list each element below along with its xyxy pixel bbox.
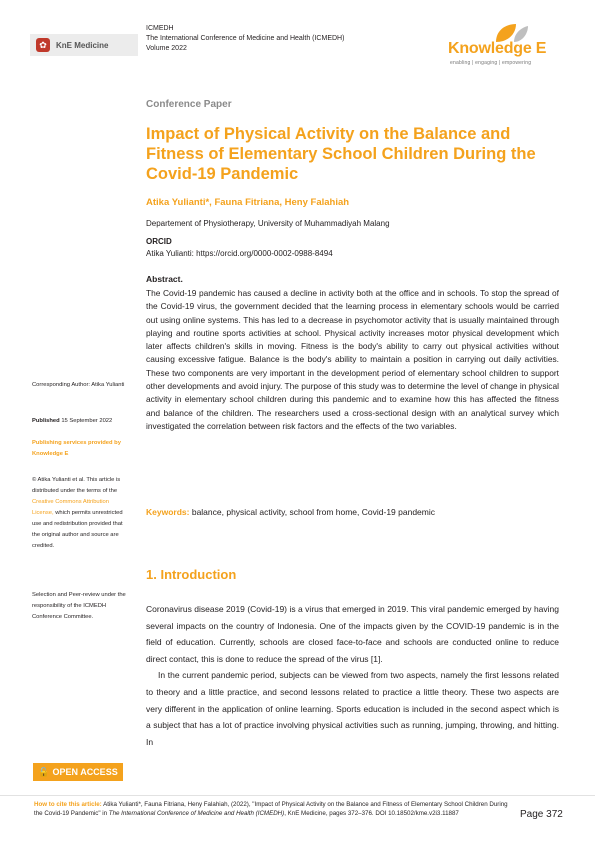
- affiliation: Departement of Physiotherapy, University of Muhammadiyah Malang: [146, 219, 390, 228]
- authors: Atika Yulianti*, Fauna Fitriana, Heny Falahiah: [146, 197, 350, 208]
- keywords: [146, 507, 566, 517]
- published-info: [32, 416, 132, 427]
- peer-review-note: Selection and Peer-review under the responsibility of the ICMEDH Conference Committee.: [32, 592, 126, 620]
- kne-medicine-badge[interactable]: [30, 34, 138, 56]
- paper-title: Impact of Physical Activity on the Balance and Fitness of Elementary School Children During the Covid-19 Pandemic: [146, 125, 536, 183]
- volume: Volume 2022: [146, 45, 187, 52]
- page-number: Page 372: [520, 809, 563, 820]
- license-text: [32, 475, 132, 552]
- open-access-label: OPEN ACCESS: [52, 767, 118, 777]
- citation-part-b: , KnE Medicine, pages 372–376. DOI 10.18502/kme.v2i3.11887: [284, 810, 459, 817]
- abstract-text: The Covid-19 pandemic has caused a decline in activity both at the office and in schools. To stop the spread of the Covid-19 virus, the government decided that the learning process in elementary schools would be carried out using online systems. This has led to a decrease in psychomotor activity that is usually maintained through playing and routine sports activities at school. Physical activity increases motor physical development which later affects children's skills in moving. Fitness is the body's ability to carry out physical activities without causing excessive fatigue. Balance is the body's ability to maintain a position in carrying out daily activities. These two components are very important in the development period of elementary school children to support other developments and avoid injury. The purpose of this study was to determine the level of change in physical activity in elementary school children during this pandemic and to examine how this has affected the fitness and balance of the children. The researchers used a cross-sectional design with an analytical survey which investigated the correlation between risk factors and the effects of the two variables.: [146, 288, 559, 431]
- abstract-heading: Abstract.: [146, 274, 183, 284]
- published-label: Published: [32, 418, 60, 424]
- brand-name: Knowledge E: [448, 40, 547, 57]
- brand-tagline: enabling | engaging | empowering: [450, 60, 532, 66]
- citation-journal: The International Conference of Medicine and Health (ICMEDH): [108, 810, 285, 817]
- keywords-label: Keywords:: [146, 507, 190, 517]
- knowledge-e-logo[interactable]: [448, 22, 576, 70]
- citation-footer: [34, 800, 514, 818]
- license-link[interactable]: Creative Commons Attribution License,: [32, 499, 110, 516]
- conference-short: ICMEDH: [146, 25, 174, 32]
- section-heading-introduction: 1. Introduction: [146, 567, 237, 582]
- intro-paragraph-2: In the current pandemic period, subjects can be viewed from two aspects, namely the first lessons related to theory and a little practice, and second lessons related to practice a little theory. These two aspects are very different in the application of online learning. Sports education is included in the second aspect which is a subject that has a lot of practice involving physical activities such as running, jumping, throwing, and hitting. In: [146, 670, 559, 747]
- kne-logo-icon: ✿: [36, 38, 50, 52]
- open-lock-icon: 🔓: [38, 766, 50, 777]
- introduction-body: [146, 601, 559, 750]
- license-rest: which permits unrestricted use and redistribution provided that the original author and source are credited.: [32, 510, 123, 549]
- footer-divider: [0, 795, 595, 796]
- published-date: 15 September 2022: [61, 418, 113, 424]
- paper-type: Conference Paper: [146, 99, 232, 110]
- publishing-services: Publishing services provided by Knowledge E: [32, 440, 121, 457]
- license-author: © Atika Yulianti et al. This article is distributed under the terms of the: [32, 477, 121, 494]
- how-to-cite-label: How to cite this article:: [34, 801, 102, 808]
- open-access-badge: [33, 763, 123, 781]
- conference-meta: [146, 24, 344, 54]
- orcid-link[interactable]: Atika Yulianti: https://orcid.org/0000-0002-0988-8494: [146, 249, 333, 258]
- conference-full: The International Conference of Medicine and Health (ICMEDH): [146, 35, 345, 42]
- corresponding-author: Corresponding Author: Atika Yulianti: [32, 382, 125, 388]
- publisher-name: KnE Medicine: [56, 40, 109, 50]
- citation-part-a: Atika Yulianti*, Fauna Fitriana, Heny Falahiah, (2022), "Impact of Physical Activity on the Balance and Fitness of Elementary School Children During the Covid-19 Pandemic" in: [34, 801, 508, 817]
- intro-paragraph-1: Coronavirus disease 2019 (Covid-19) is a virus that emerged in 2019. This viral pandemic emerged by having several impacts on the country of Indonesia. One of the impacts given by the COVID-19 pandemic is in the field of education. Currently, schools are closed face-to-face and schools are conducted online to reduce direct contact, this is done to reduce the spread of the virus [1].: [146, 604, 559, 664]
- orcid-heading: ORCID: [146, 237, 172, 246]
- keywords-list: balance, physical activity, school from home, Covid-19 pandemic: [191, 507, 435, 517]
